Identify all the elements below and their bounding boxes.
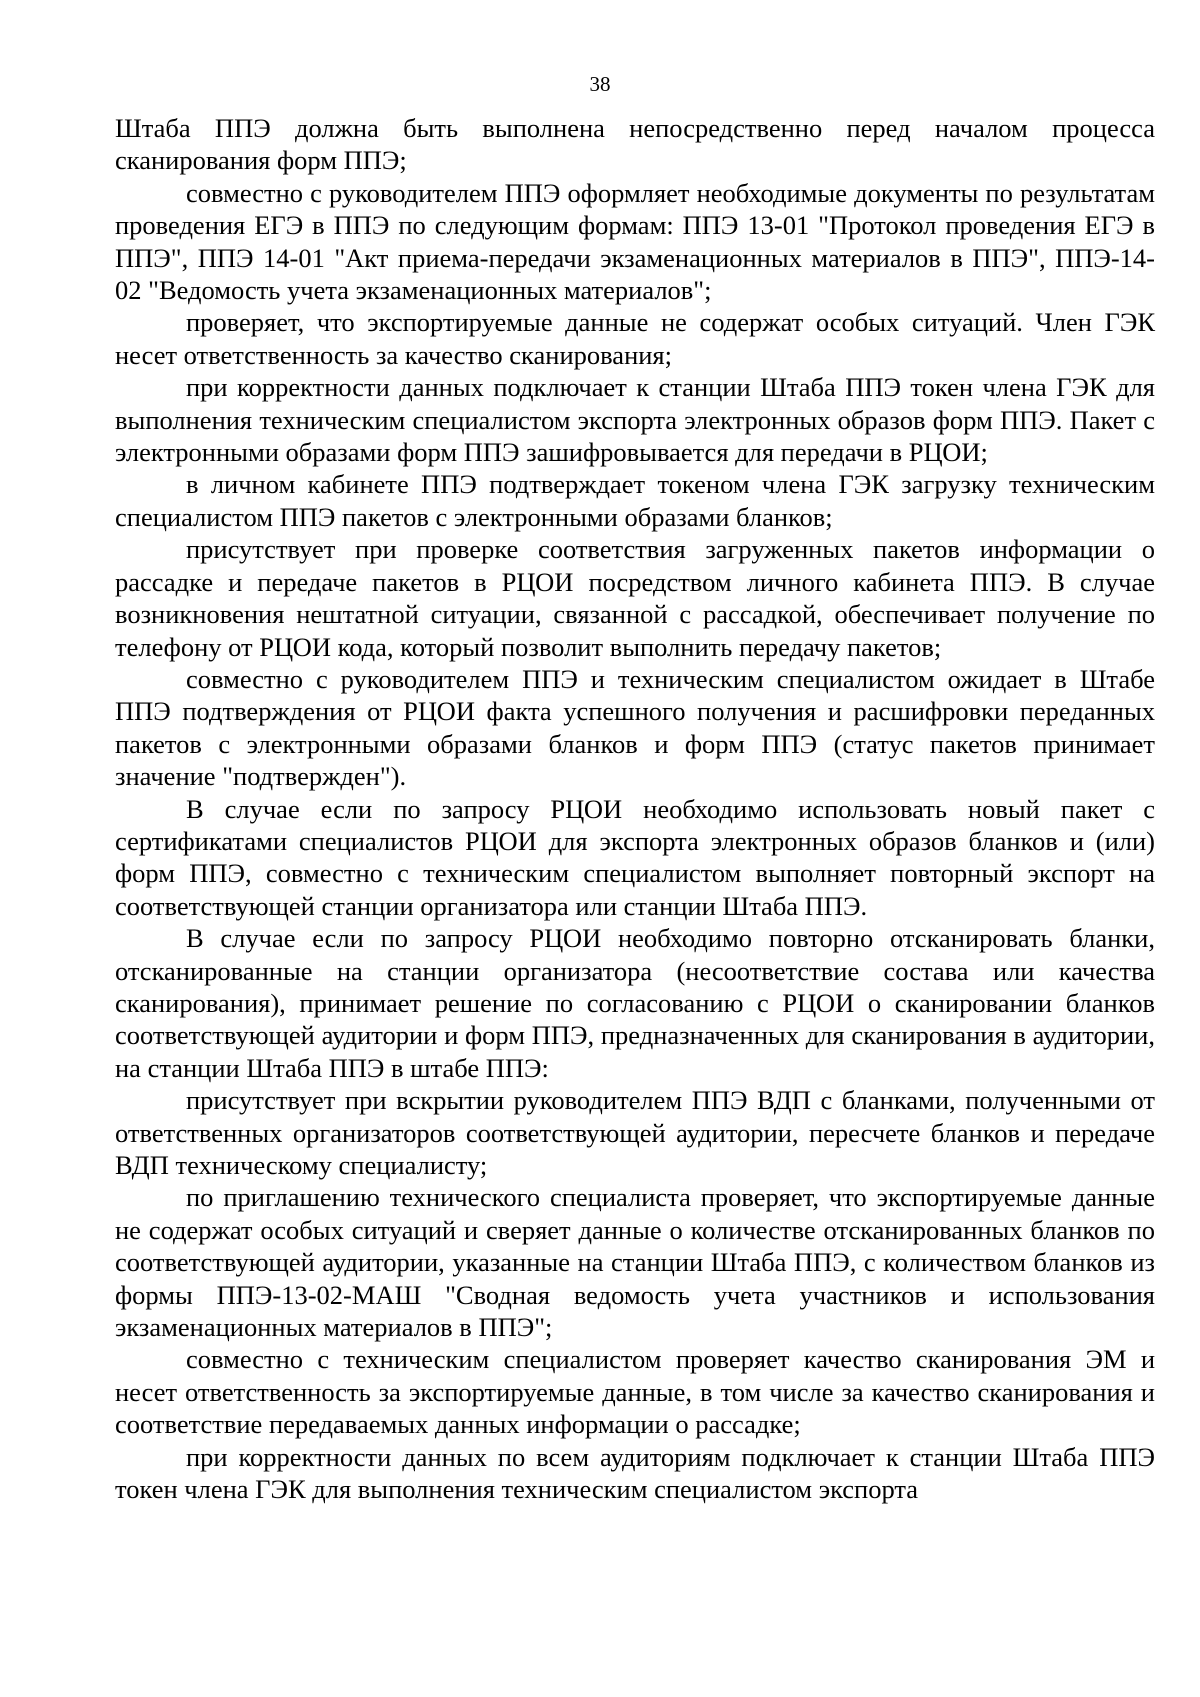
paragraph: при корректности данных подключает к станции Штаба ППЭ токен члена ГЭК для выполнения техническим специалистом экспорта электронных образов форм ППЭ. Пакет с электронными образами форм ППЭ зашифровывается для передачи в РЦОИ;	[115, 372, 1155, 468]
paragraph: совместно с техническим специалистом проверяет качество сканирования ЭМ и несет ответственность за экспортируемые данные, в том числе за качество сканирования и соответствие передаваемых данных информации о рассадке;	[115, 1344, 1155, 1440]
page-number: 38	[589, 72, 611, 96]
paragraph: по приглашению технического специалиста проверяет, что экспортируемые данные не содержат особых ситуаций и сверяет данные о количестве отсканированных бланков по соответствующей аудитории, указанные на станции Штаба ППЭ, с количеством бланков из формы ППЭ-13-02-МАШ "Сводная ведомость учета участников и использования экзаменационных материалов в ППЭ";	[115, 1182, 1155, 1343]
paragraph: в личном кабинете ППЭ подтверждает токеном члена ГЭК загрузку техническим специалистом ППЭ пакетов с электронными образами бланков;	[115, 469, 1155, 532]
paragraph: В случае если по запросу РЦОИ необходимо повторно отсканировать бланки, отсканированные на станции организатора (несоответствие состава или качества сканирования), принимает решение по согласованию с РЦОИ о сканировании бланков соответствующей аудитории и форм ППЭ, предназначенных для сканирования в аудитории, на станции Штаба ППЭ в штабе ППЭ:	[115, 923, 1155, 1083]
paragraph: присутствует при проверке соответствия загруженных пакетов информации о рассадке и передаче пакетов в РЦОИ посредством личного кабинета ППЭ. В случае возникновения нештатной ситуации, связанной с рассадкой, обеспечивает получение по телефону от РЦОИ кода, который позволит выполнить передачу пакетов;	[115, 534, 1155, 662]
paragraph: Штаба ППЭ должна быть выполнена непосредственно перед началом процесса сканирования форм ППЭ;	[115, 113, 1155, 176]
paragraph: при корректности данных по всем аудиториям подключает к станции Штаба ППЭ токен члена ГЭК для выполнения техническим специалистом экспорта	[115, 1441, 1155, 1505]
paragraph: В случае если по запросу РЦОИ необходимо использовать новый пакет с сертификатами специалистов РЦОИ для экспорта электронных образов бланков и (или) форм ППЭ, совместно с техническим специалистом выполняет повторный экспорт на соответствующей станции организатора или станции Штаба ППЭ.	[115, 793, 1155, 921]
paragraph: присутствует при вскрытии руководителем ППЭ ВДП с бланками, полученными от ответственных организаторов соответствующей аудитории, пересчете бланков и передаче ВДП техническому специалисту;	[115, 1085, 1155, 1180]
paragraph: совместно с руководителем ППЭ и техническим специалистом ожидает в Штабе ППЭ подтверждения от РЦОИ факта успешного получения и расшифровки переданных пакетов с электронными образами бланков и форм ППЭ (статус пакетов принимает значение "подтвержден").	[115, 663, 1155, 792]
document-body	[115, 112, 1155, 1505]
paragraph: проверяет, что экспортируемые данные не содержат особых ситуаций. Член ГЭК несет ответственность за качество сканирования;	[115, 307, 1155, 370]
paragraph: совместно с руководителем ППЭ оформляет необходимые документы по результатам проведения ЕГЭ в ППЭ по следующим формам: ППЭ 13-01 "Протокол проведения ЕГЭ в ППЭ", ППЭ 14-01 "Акт приема-передачи экзаменационных материалов в ППЭ", ППЭ-14-02 "Ведомость учета экзаменационных материалов";	[115, 177, 1155, 306]
